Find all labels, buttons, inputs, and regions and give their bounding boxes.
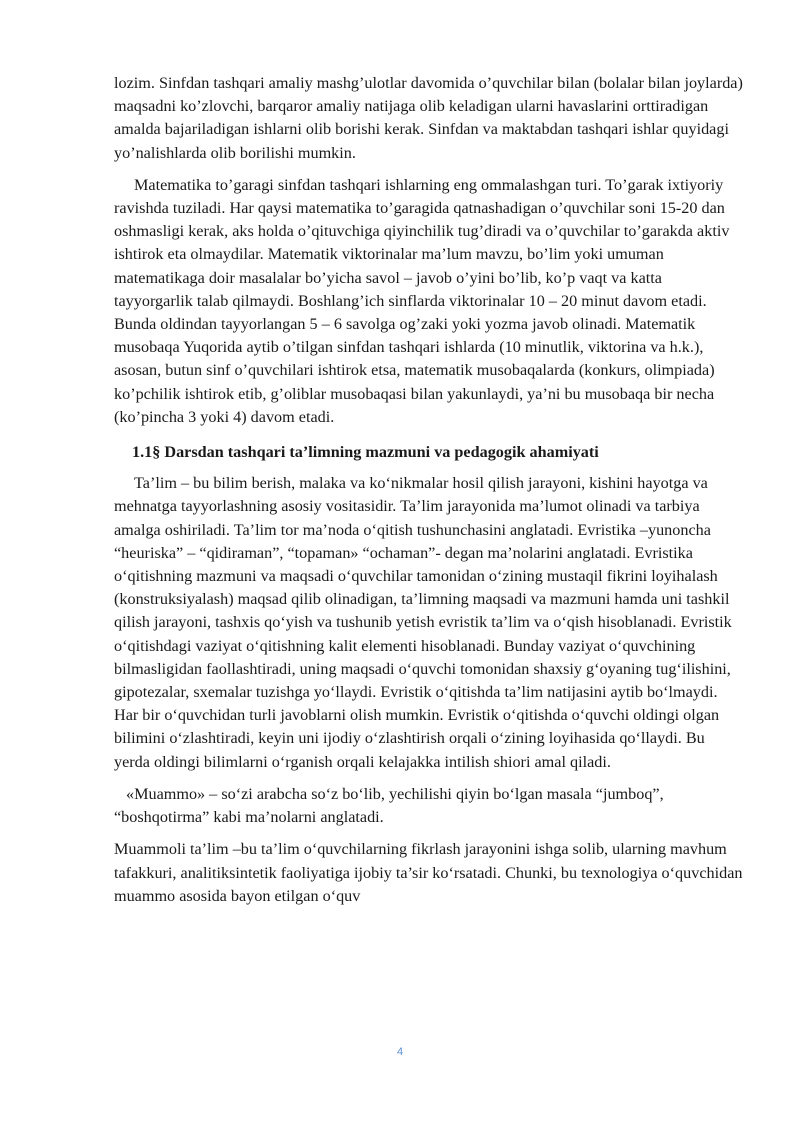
document-page <box>114 72 744 908</box>
paragraph-problem-definition: «Muammo» – so‘zi arabcha so‘z bo‘lib, yechilishi qiyin bo‘lgan masala “jumboq”, “boshqotirma” kabi ma’nolarni anglatadi. <box>114 784 664 827</box>
paragraph-education-definition: Ta’lim – bu bilim berish, malaka va ko‘nikmalar hosil qilish jarayoni, kishini hayotga va mehnatga tayyorlashning asosiy vositasidir. Ta’lim jarayonida ma’lumot olinadi va tarbiya amalga oshiriladi. Ta’lim tor ma’noda o‘qitish tushunchasini anglatadi. Evristika –yunoncha “heuriska” – “qidiraman”, “topaman» “ochaman”- degan ma’nolarini anglatadi. Evristika o‘qitishning mazmuni va maqsadi o‘quvchilar tamonidan o‘zining mustaqil fikrini loyihalash (konstruksiyalash) maqsad qilib olinadigan, ta’limning maqsadi va mazmuni hamda uni tashkil qilish jarayoni, tashxis qo‘yish va tushunib yetish evristik ta’lim va o‘qish hisoblanadi. Evristik o‘qitishdagi vaziyat o‘qitishning kalit elementi hisoblanadi. Bunday vaziyat o‘quvchining bilmasligidan faollashtiradi, uning maqsadi o‘quvchi tomonidan shaxsiy g‘oyaning tug‘ilishini, gipotezalar, sxemalar tuzishga yo‘llaydi. Evristik o‘qitishda ta’lim natijasini aytib bo‘lmaydi. Har bir o‘quvchidan turli javoblarni olish mumkin. Evristik o‘qitishda o‘quvchi oldingi olgan bilimini o‘zlashtiradi, keyin uni ijodiy o‘zlashtirish orqali o‘zining loyihasida qo‘llaydi. Bu yerda oldingi bilimlarni o‘rganish orqali kelajakka intilish shiori amal qiladi. <box>114 474 732 771</box>
section-heading: 1.1§ Darsdan tashqari ta’limning mazmuni va pedagogik ahamiyati <box>132 443 599 462</box>
paragraph-intro-continuation: lozim. Sinfdan tashqari amaliy mashg’ulotlar davomida o’quvchilar bilan (bolalar bilan joylarda) maqsadni ko’zlovchi, barqaror amaliy natijaga olib keladigan ularni havaslarini orttiradigan amalda bajariladigan ishlarni olib borishi kerak. Sinfdan va maktabdan tashqari ishlar quyidagi yo’nalishlarda olib borilishi mumkin. <box>114 74 743 162</box>
paragraph-math-club: Matematika to’garagi sinfdan tashqari ishlarning eng ommalashgan turi. To’garak ixtiyoriy ravishda tuziladi. Har qaysi matematika to’garagida qatnashadigan o’quvchilar soni 15-20 dan oshmasligi kerak, aks holda o’qituvchiga qiyinchilik tug’diradi va o’quvchilar to’garakda aktiv ishtirok eta olmaydilar. Matematik viktorinalar ma’lum mavzu, bo’lim yoki umuman matematikaga doir masalalar bo’yicha savol – javob o’yini bo’lib, ko’p vaqt va katta tayyorgarlik talab qilmaydi. Boshlang’ich sinflarda viktorinalar 10 – 20 minut davom etadi. Bunda oldindan tayyorlangan 5 – 6 savolga og’zaki yoki yozma javob olinadi. Matematik musobaqa Yuqorida aytib o’tilgan sinfdan tashqari ishlarda (10 minutlik, viktorina va h.k.), asosan, butun sinf o’quvchilari ishtirok etsa, matematik musobaqalarda (konkurs, olimpiada) ko’pchilik ishtirok etib, g’oliblar musobaqasi bilan yakunlaydi, ya’ni bu musobaqa bir necha (ko’pincha 3 yoki 4) davom etadi. <box>114 175 730 426</box>
page-number: 4 <box>396 1046 404 1058</box>
paragraph-problem-based-learning: Muammoli ta’lim –bu ta’lim o‘quvchilarning fikrlash jarayonini ishga solib, ularning mavhum tafakkuri, analitiksintetik faoliyatiga ijobiy ta’sir ko‘rsatadi. Chunki, bu texnologiya o‘quvchidan muammo asosida bayon etilgan o‘quv <box>114 840 743 905</box>
